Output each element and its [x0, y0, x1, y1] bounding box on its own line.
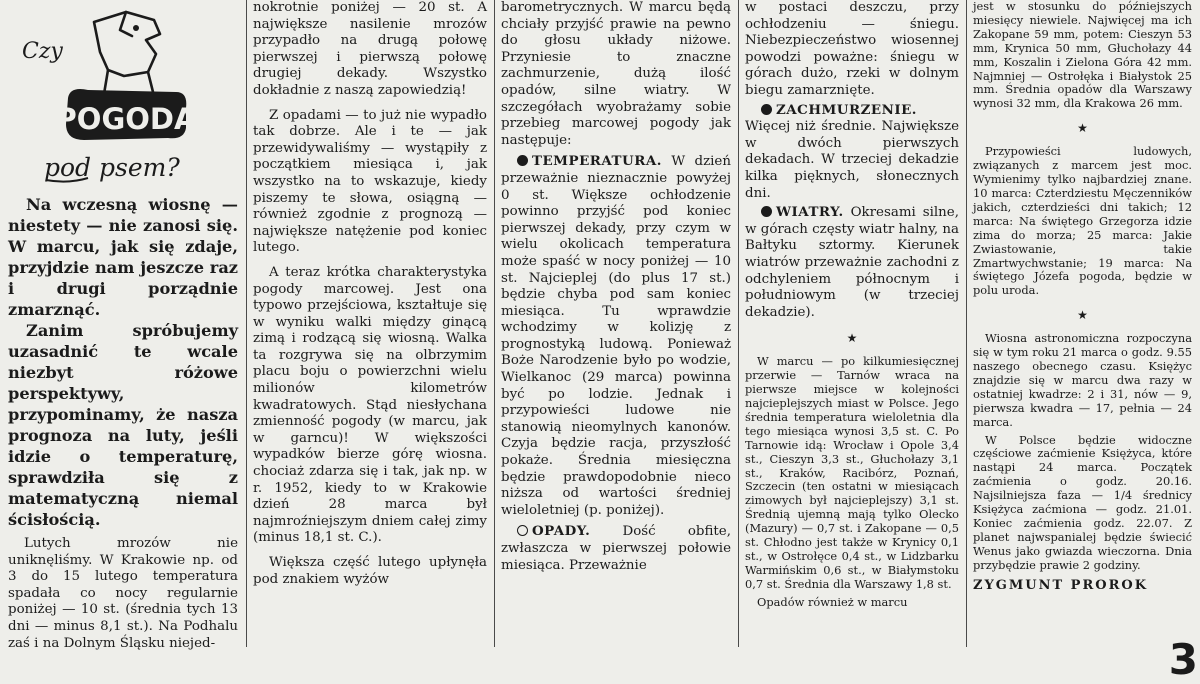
zachmurzenie-heading: ZACHMURZENIE.: [776, 101, 917, 118]
col5-paragraph-3: Wiosna astronomiczna rozpoczyna się w tym roku 21 marca o godz. 9.55 naszego obecnego czasu. Księżyc znajdzie się w marcu dwa razy w ostatniej kwadrze: 2 i 31, nów — 9, pierwsza kwadra — 17, pełnia — 24 marca.: [973, 331, 1192, 429]
wiatry-heading: WIATRY.: [776, 204, 844, 221]
opady-heading: OPADY.: [532, 523, 591, 540]
logo-word-pogoda: POGODA: [55, 102, 197, 136]
col5-paragraph-2: Przypowieści ludowych, związanych z marcem jest moc. Wymienimy tylko najbardziej znane. 10 marca: Czterdziestu Męczenników jakich, czterdzieści dni takich; 12 marca: Na świętego Grzegorza idzie zima do morza; 25 marca: Jakie Zwiastowanie, takie Zmartwychwstanie; 19 marca: Na świętego Józefa pogoda, będzie w polu uroda.: [973, 144, 1192, 298]
col2-paragraph-3: A teraz krótka charakterystyka pogody marcowej. Jest ona typowo przejściowa, kształtuje się w wyniku walki między ginącą zimą i rodzącą się wiosną. Walka ta rozgrywa się na olbrzymim placu boju o powierzchni wielu milionów kilometrów kwadratowych. Stąd niesłychana zmienność pogody (w marcu, jak w garncu)! W większości wypadków bierze górę wiosna. chociaż zdarza się i tak, jak np. w r. 1952, kiedy to w Krakowie dzień 28 marca był najmroźniejszym dniem całej zimy (minus 18,1 st. C.).: [253, 264, 487, 546]
bullet-dot-icon: [761, 206, 772, 217]
author-signature: ZYGMUNT PROROK: [973, 577, 1149, 593]
wiatry-section: [745, 204, 959, 321]
star-separator-icon: ★: [1077, 308, 1088, 323]
column-3: [495, 0, 737, 647]
climate-paragraph: W marcu — po kilkumiesięcznej przerwie — Tarnów wraca na pierwsze miejsce w kolejności najcieplejszych miast w Polsce. Jego średnia temperatura wieloletnia dla tego miesiąca wynosi 3,5 st. C. Po Tarnowie idą: Wrocław i Opole 3,4 st., Cieszyn 3,3 st., Głuchołazy 3,1 st., Kraków, Racibórz, Poznań, Szczecin (ten ostatni w miesiącach zimowych był najcieplejszy) 3,1 st. Średnią ujemną mają tylko Olecko (Mazury) — 0,7 st. i Zakopane — 0,5 st. Chłodno jest także w Krynicy 0,1 st., w Ostrołęce 0,4 st., w Lidzbarku Warmińskim 0,6 st., w Białymstoku 0,7 st. Średnia dla Warszawy 1,8 st.: [745, 354, 959, 591]
lead-paragraph-1: Na wczesną wiosnę — niestety — nie zanosi się. W marcu, jak się zdaje, przyjdzie nam jeszcze raz i drugi porządnie zmarznąć.: [8, 195, 238, 319]
column-2: [247, 0, 493, 647]
page-number: 3: [1168, 635, 1198, 684]
column-1: [0, 0, 244, 651]
temperatura-body: W dzień przeważnie nieznacznie powyżej 0 st. Większe ochłodzenie powinno przyjść pod koniec pierwszej dekady, przy czym w wielu okolicach temperatura może spaść w nocy poniżej — 10 st. Najcieplej (do plus 17 st.) będzie chyba pod sam koniec miesiąca. Tu wprawdzie wchodzimy w kolizję z prognostyką ludową. Ponieważ Boże Narodzenie było po wodzie, Wielkanoc (29 marca) powinna być po lodzie. Jednak i przypowieści ludowe nie stanowią nieomylnych kanonów. Czyja będzie racja, przyszłość pokaże. Średnia miesięczna będzie prawdopodobnie nieco niższa od wartości średniej wieloletniej (p. poniżej).: [501, 154, 731, 518]
opady-section: [501, 523, 731, 574]
opady-body: Dość obfite, zwłaszcza w pierwszej połowie miesiąca. Przeważnie: [501, 524, 731, 573]
col2-paragraph-2: Z opadami — to już nie wypadło tak dobrze. Ale i te — jak przewidywaliśmy — wystąpiły z początkiem miesiąca i, jak wszystko na to wskazuje, kiedy piszemy te słowa, osiągną — również zgodnie z prognozą — największe natężenie pod koniec lutego.: [253, 107, 487, 256]
logo-word-pod-psem: pod psem?: [44, 153, 180, 182]
column-4: [739, 0, 965, 647]
col2-paragraph-1: nokrotnie poniżej — 20 st. A największe nasilenie mrozów przypadło na drugą połowę pierwszej i pierwszą połowę drugiej dekady. Wszystko dokładnie z naszą zapowiedzią!: [253, 0, 487, 98]
lead-paragraph-2: Zanim spróbujemy uzasadnić te wcale niezbyt różowe perspektywy, przypominamy, że nasza prognoza na luty, jeśli idzie o temperaturę, sprawdziła się z matematyczną niemal ścisłością.: [8, 321, 238, 529]
star-separator-icon: ★: [1077, 121, 1088, 136]
bullet-dot-icon: [761, 104, 772, 115]
zachmurzenie-body: Więcej niż średnie. Największe w dwóch pierwszych dekadach. W trzeciej dekadzie kilka pięknych, słonecznych dni.: [745, 119, 959, 201]
column-5: [967, 0, 1200, 684]
star-separator-icon: ★: [846, 331, 858, 346]
lead-paragraphs: [8, 194, 238, 530]
zachmurzenie-section: [745, 102, 959, 203]
col5-paragraph-1: jest w stosunku do późniejszych miesięcy niewiele. Najwięcej ma ich Zakopane 59 mm, potem: Cieszyn 53 mm, Krynica 50 mm, Głuchołazy 44 mm, Koszalin i Zielona Góra 42 mm. Najmniej — Ostrołęka i Białystok 25 mm. Średnia opadów dla Warszawy wynosi 32 mm, dla Krakowa 26 mm.: [973, 0, 1192, 111]
temperatura-section: [501, 153, 731, 519]
col5-paragraph-4: W Polsce będzie widoczne częściowe zaćmienie Księżyca, które nastąpi 24 marca. Początek zaćmienia o godz. 20.16. Najsilniejsza faza — 1/4 średnicy Księżyca zaćmiona — godz. 21.01. Koniec zaćmienia godz. 22.07. Z planet najwspanialej będzie świecić Wenus jako gwiazda wieczorna. Dnia przybędzie prawie 2 godziny.: [973, 432, 1192, 572]
col4-small-text: [745, 355, 959, 609]
bullet-circle-icon: [517, 525, 528, 536]
pogoda-logo: [8, 0, 208, 186]
bullet-dot-icon: [517, 155, 528, 166]
climate-paragraph-tail: Opadów również w marcu: [757, 594, 908, 609]
col3-intro: barometrycznych. W marcu będą chciały przyjść prawie na pewno do głosu układy niżowe. Przyniesie to znaczne zachmurzenie, dużą ilość opadów, silne wiatry. W szczegółach wyobrażamy sobie przebieg marcowej pogody jak następuje:: [501, 0, 731, 148]
col4-intro: w postaci deszczu, przy ochłodzeniu — śniegu. Niebezpieczeństwo wiosennej powodzi poważne: śniegu w górach dużo, rzeki w dolnym biegu zamarznięte.: [745, 0, 959, 98]
col2-paragraph-4: Większa część lutego upłynęła pod znakiem wyżów: [253, 555, 487, 587]
temperatura-heading: TEMPERATURA.: [532, 153, 662, 170]
logo-word-czy: Czy: [22, 39, 63, 64]
wiatry-body: Okresami silne, w górach częsty wiatr halny, na Bałtyku sztormy. Kierunek wiatrów przeważnie zachodni z odchyleniem północnym i południowym (w trzeciej dekadzie).: [745, 205, 959, 320]
dog-illustration: [8, 0, 208, 186]
col1-body: Lutych mrozów nie uniknęliśmy. W Krakowie np. od 3 do 15 lutego temperatura spadała co nocy regularnie poniżej — 10 st. (średnia tych 13 dni — minus 8,1 st.). Na Podhalu zaś i na Dolnym Śląsku niejed-: [8, 536, 238, 651]
